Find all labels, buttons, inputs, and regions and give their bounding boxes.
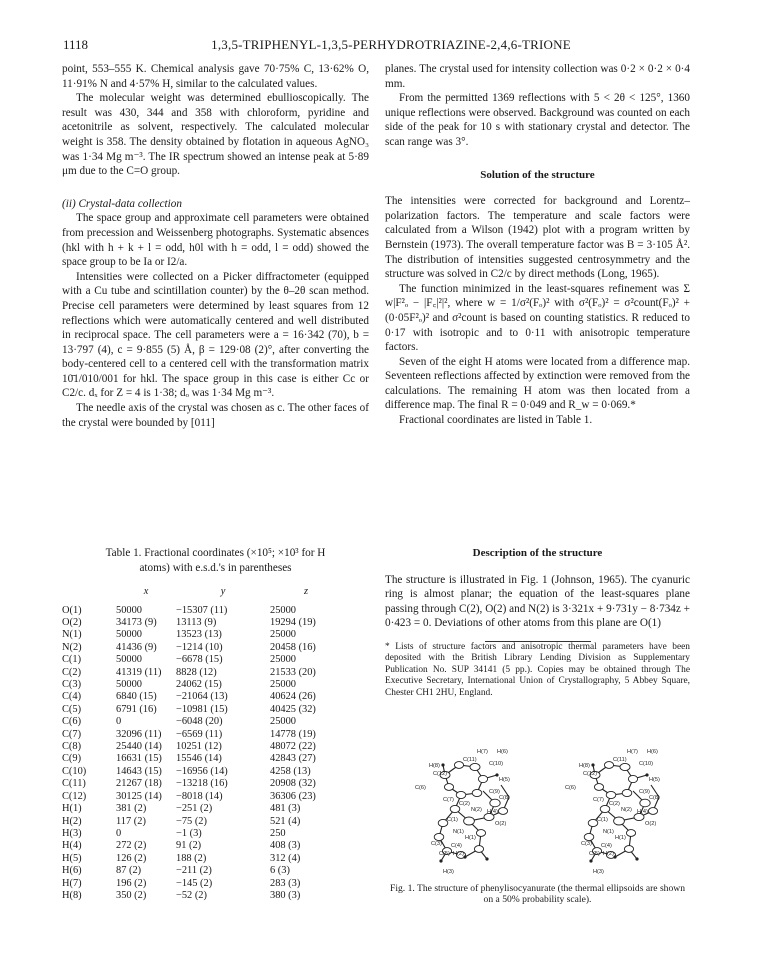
x-coordinate-cell: 16631 (15)	[116, 753, 162, 765]
atom-label: C(3)	[581, 841, 592, 847]
z-coordinate-cell: 25000	[270, 716, 296, 728]
z-coordinate-cell: 312 (4)	[270, 852, 301, 864]
subsection-heading: (ii) Crystal-data collection	[62, 197, 182, 210]
atom-label: C(6)	[565, 785, 576, 791]
z-coordinate-cell: 19294 (19)	[270, 617, 316, 628]
atom-label-cell: O(1)	[62, 604, 82, 616]
atom-label: C(9)	[489, 789, 500, 795]
column-header-x: x	[143, 586, 149, 598]
x-coordinate-cell: 50000	[116, 604, 142, 616]
z-coordinate-cell: 6 (3)	[270, 865, 290, 877]
atom-label-cell: H(1)	[62, 803, 82, 815]
atom-label: N(1)	[453, 829, 464, 835]
atom-label: O(2)	[645, 821, 657, 827]
column-header-z: z	[303, 586, 309, 598]
atom-label-cell: C(12)	[62, 790, 87, 802]
y-coordinate-cell: −251 (2)	[176, 803, 213, 815]
table-1-block	[62, 546, 369, 902]
x-coordinate-cell: 126 (2)	[116, 852, 147, 864]
atom-label: H(8)	[429, 763, 440, 769]
atom-label-cell: C(2)	[62, 666, 82, 678]
paragraph: planes. The crystal used for intensity collection was 0·2 × 0·2 × 0·4 mm.	[385, 63, 690, 90]
table-row	[62, 865, 342, 877]
x-coordinate-cell: 32096 (11)	[116, 728, 162, 740]
coordinates-table-body	[62, 605, 342, 903]
y-coordinate-cell: −10981 (15)	[176, 703, 228, 715]
table-row	[62, 828, 342, 840]
atom-label: C(2)	[609, 801, 620, 807]
atom-label-cell: N(1)	[62, 629, 82, 641]
atom-label: C(8)	[649, 795, 660, 801]
atom-label: C(8)	[499, 795, 510, 801]
y-coordinate-cell: −1 (3)	[176, 827, 202, 839]
x-coordinate-cell: 6840 (15)	[116, 691, 157, 703]
atom-label: C(4)	[601, 843, 612, 849]
paragraph: Intensities were collected on a Picker diffractometer (equipped with a Cu tube and scintillation counter) by the θ–2θ scan method. Precise cell parameters were determined by least squares from 12 reflections which were automatically centered and well distributed in reciprocal space. The cell parameters were a = 16·342 (70), b = 13·797 (4), c = 9·855 (5) Å, β = 129·08 (2)°, after converting the body-centered cell to a centered cell with the transformation matrix 10̄1/010/001 for hkl. The space group in this case is either Cc or C2/c. dₓ for Z = 4 is 1·38; dₒ was 1·34 Mg m⁻³.	[62, 270, 369, 400]
atom-label: H(1)	[465, 835, 476, 841]
x-coordinate-cell: 30125 (14)	[116, 790, 162, 802]
atom-label: H(1)	[615, 835, 626, 841]
atom-label: H(4)	[637, 809, 648, 815]
paragraph: The function minimized in the least-squares refinement was Σ w|F²ₒ − |F꜀|²|², where w = 1/σ²(Fₒ)² with σ²(Fₒ)² = σ²count(Fₒ)² + (0·05F²ₒ)² and σ²count is based on counting statistics. R reduced to 0·17 with isotropic and to 0·11 with anisotropic temperature factors.	[385, 282, 690, 354]
paragraph: Fractional coordinates are listed in Table 1.	[399, 414, 593, 427]
x-coordinate-cell: 196 (2)	[116, 877, 147, 889]
y-coordinate-cell: 91 (2)	[176, 840, 202, 852]
atom-label: C(11)	[613, 757, 627, 763]
y-coordinate-cell: 24062 (15)	[176, 679, 222, 691]
atom-label: H(3)	[443, 869, 454, 875]
z-coordinate-cell: 250	[270, 827, 286, 839]
atom-label-cell: H(7)	[62, 877, 82, 889]
z-coordinate-cell: 21533 (20)	[270, 666, 316, 678]
atom-label: C(10)	[639, 761, 653, 767]
atom-label-cell: H(8)	[62, 889, 82, 901]
atom-label: C(9)	[639, 789, 650, 795]
y-coordinate-cell: 8828 (12)	[176, 666, 217, 678]
atom-label-cell: C(4)	[62, 691, 82, 703]
x-coordinate-cell: 272 (2)	[116, 840, 147, 852]
y-coordinate-cell: 10251 (12)	[176, 741, 222, 753]
atom-label: C(5)	[439, 851, 450, 857]
atom-label-cell: C(8)	[62, 741, 82, 753]
atom-label: H(7)	[627, 749, 638, 755]
atom-label: C(12)	[433, 771, 447, 777]
atom-label: C(3)	[431, 841, 442, 847]
table-row	[62, 667, 342, 679]
atom-label: C(2)	[459, 801, 470, 807]
molecule-stereo-diagram	[385, 705, 690, 883]
atom-label-cell: H(4)	[62, 840, 82, 852]
y-coordinate-cell: 13113 (9)	[176, 617, 217, 628]
x-coordinate-cell: 87 (2)	[116, 865, 142, 877]
atom-label-cell: C(7)	[62, 728, 82, 740]
figure-caption: Fig. 1. The structure of phenylisocyanurate (the thermal ellipsoids are shown on a 50% probability scale).	[389, 883, 686, 906]
table-caption-line: atoms) with e.s.d.'s in parentheses	[139, 561, 292, 574]
table-row	[62, 878, 342, 890]
section-heading: Description of the structure	[472, 547, 603, 559]
y-coordinate-cell: −21064 (13)	[176, 691, 228, 703]
column-right-top	[385, 62, 690, 428]
y-coordinate-cell: −1214 (10)	[176, 641, 223, 653]
atom-label-cell: C(5)	[62, 703, 82, 715]
x-coordinate-cell: 50000	[116, 679, 142, 691]
z-coordinate-cell: 20908 (32)	[270, 778, 316, 790]
y-coordinate-cell: −6678 (15)	[176, 654, 223, 666]
y-coordinate-cell: −6569 (11)	[176, 728, 223, 740]
table-row	[62, 778, 342, 790]
table-row	[62, 642, 342, 654]
z-coordinate-cell: 25000	[270, 604, 296, 616]
x-coordinate-cell: 117 (2)	[116, 815, 146, 827]
atom-label: C(11)	[463, 757, 477, 763]
table-row	[62, 791, 342, 803]
atom-label: C(6)	[415, 785, 426, 791]
y-coordinate-cell: −211 (2)	[176, 865, 212, 877]
z-coordinate-cell: 20458 (16)	[270, 641, 316, 653]
z-coordinate-cell: 48072 (22)	[270, 741, 316, 753]
table-row	[62, 729, 342, 741]
z-coordinate-cell: 25000	[270, 679, 296, 691]
z-coordinate-cell: 40425 (32)	[270, 703, 316, 715]
z-coordinate-cell: 42843 (27)	[270, 753, 316, 765]
x-coordinate-cell: 381 (2)	[116, 803, 147, 815]
paragraph: point, 553–555 K. Chemical analysis gave 70·75% C, 13·62% O, 11·91% N and 4·57% H, similar to the calculated values.	[62, 63, 369, 90]
atom-label: N(2)	[621, 807, 632, 813]
table-row	[62, 840, 342, 852]
z-coordinate-cell: 36306 (23)	[270, 790, 316, 802]
atom-label: H(4)	[487, 809, 498, 815]
atom-label-cell: C(11)	[62, 778, 86, 790]
table-row	[62, 654, 342, 666]
z-coordinate-cell: 25000	[270, 629, 296, 641]
x-coordinate-cell: 14643 (15)	[116, 765, 162, 777]
atom-label: H(5)	[499, 777, 510, 783]
column-left-top	[62, 62, 369, 430]
y-coordinate-cell: 188 (2)	[176, 852, 207, 864]
x-coordinate-cell: 34173 (9)	[116, 617, 157, 628]
table-row	[62, 704, 342, 716]
footnote: * Lists of structure factors and anisotropic thermal parameters have been deposited with the British Library Lending Division as Supplementary Publication No. SUP 34141 (5 pp.). Copies may be obtained through The Executive Secretary, International Union of Crystallography, 5 Abbey Square, Chester CH1 2HU, England.	[385, 641, 690, 698]
z-coordinate-cell: 14778 (19)	[270, 728, 316, 740]
table-row	[62, 679, 342, 691]
atom-label: C(7)	[443, 797, 454, 803]
page-number: 1118	[63, 37, 89, 52]
atom-label-cell: H(5)	[62, 852, 82, 864]
z-coordinate-cell: 4258 (13)	[270, 765, 311, 777]
table-row	[62, 890, 342, 902]
z-coordinate-cell: 380 (3)	[270, 889, 301, 901]
atom-label-cell: H(3)	[62, 827, 82, 839]
atom-label-cell: N(2)	[62, 641, 82, 653]
coordinates-table	[62, 585, 342, 902]
atom-label: H(2)	[603, 851, 614, 857]
x-coordinate-cell: 0	[116, 716, 122, 728]
y-coordinate-cell: −13218 (16)	[176, 778, 228, 790]
paragraph: From the permitted 1369 reflections with 5 < 2θ < 125°, 1360 unique reflections were observed. Background was counted on each side of the peak for 10 s with stationary crystal and detector. The scan range was 3°.	[385, 92, 690, 148]
paragraph: Seven of the eight H atoms were located from a difference map. Seventeen reflections affected by extinction were removed from the calculations. The remaining H atom was then located from a difference map. The final R = 0·049 and R_w = 0·069.*	[385, 355, 690, 412]
atom-label: C(7)	[593, 797, 604, 803]
column-header-y: y	[220, 586, 226, 598]
atom-label: H(8)	[579, 763, 590, 769]
y-coordinate-cell: 13523 (13)	[176, 629, 222, 641]
table-row	[62, 766, 342, 778]
table-row	[62, 753, 342, 765]
atom-label-cell: O(2)	[62, 617, 82, 628]
y-coordinate-cell: −6048 (20)	[176, 716, 223, 728]
atom-label-cell: H(2)	[62, 815, 82, 827]
y-coordinate-cell: −75 (2)	[176, 815, 207, 827]
page-header	[38, 37, 744, 55]
column-right-bottom	[385, 546, 690, 906]
table-row	[62, 741, 342, 753]
atom-label: H(2)	[453, 851, 464, 857]
atom-label: C(4)	[451, 843, 462, 849]
atom-label-cell: C(1)	[62, 654, 82, 666]
table-row	[62, 605, 342, 617]
table-row	[62, 803, 342, 815]
y-coordinate-cell: −145 (2)	[176, 877, 213, 889]
z-coordinate-cell: 408 (3)	[270, 840, 301, 852]
y-coordinate-cell: −15307 (11)	[176, 604, 228, 616]
paragraph: The molecular weight was determined ebullioscopically. The result was 430, 344 and 358 with chloroform, pyridine and acetonitrile as solvent, respectively. The calculated molecular weight is 358. The density obtained by flotation in aqueous AgNO₃ was 1·34 Mg m⁻³. The IR spectrum showed an intense peak at 5·89 μm due to the C=O group.	[62, 92, 369, 178]
atom-label: H(5)	[649, 777, 660, 783]
x-coordinate-cell: 6791 (16)	[116, 703, 157, 715]
atom-label: H(6)	[647, 749, 658, 755]
atom-label-cell: H(6)	[62, 865, 82, 877]
x-coordinate-cell: 25440 (14)	[116, 741, 162, 753]
atom-label: H(3)	[593, 869, 604, 875]
x-coordinate-cell: 41319 (11)	[116, 666, 162, 678]
paragraph: The structure is illustrated in Fig. 1 (Johnson, 1965). The cyanuric ring is almost planar; the equation of the least-squares plane passing through C(2), O(2) and N(2) is 3·321x + 9·731y − 8·734z + 0·423 = 0. Deviations of other atoms from this plane are O(1)	[385, 573, 690, 630]
y-coordinate-cell: −8018 (14)	[176, 790, 223, 802]
figure-1	[385, 705, 690, 883]
x-coordinate-cell: 50000	[116, 629, 142, 641]
z-coordinate-cell: 481 (3)	[270, 803, 301, 815]
paragraph: The needle axis of the crystal was chosen as c. The other faces of the crystal were bounded by [011]	[62, 402, 369, 429]
atom-label-cell: C(3)	[62, 679, 82, 691]
table-caption-line: Table 1. Fractional coordinates (×10⁵; ×10³ for H	[105, 547, 326, 559]
x-coordinate-cell: 41436 (9)	[116, 641, 157, 653]
atom-label-cell: C(10)	[62, 765, 87, 777]
table-caption	[62, 546, 369, 575]
atom-label: H(6)	[497, 749, 508, 755]
table-row	[62, 853, 342, 865]
section-heading: Solution of the structure	[480, 168, 595, 181]
x-coordinate-cell: 350 (2)	[116, 889, 147, 901]
paragraph: The intensities were corrected for background and Lorentz–polarization factors. The temperature and scale factors were calculated from a Wilson (1942) plot with a program written by Bernstein (1973). The overall temperature factor was B = 3·105 Å². The distribution of intensities suggested centrosymmetry and the structure was solved in C2/c by direct methods (Long, 1965).	[385, 195, 690, 281]
table-row	[62, 691, 342, 703]
x-coordinate-cell: 0	[116, 827, 122, 839]
z-coordinate-cell: 521 (4)	[270, 815, 301, 827]
z-coordinate-cell: 40624 (26)	[270, 691, 316, 703]
atom-label: H(7)	[477, 749, 488, 755]
z-coordinate-cell: 25000	[270, 654, 296, 666]
table-row	[62, 716, 342, 728]
atom-label: N(1)	[603, 829, 614, 835]
atom-label: C(5)	[589, 851, 600, 857]
atom-label: N(2)	[471, 807, 482, 813]
x-coordinate-cell: 21267 (18)	[116, 778, 162, 790]
running-title: 1,3,5-TRIPHENYL-1,3,5-PERHYDROTRIAZINE-2,4,6-TRIONE	[211, 37, 571, 52]
atom-label: O(2)	[495, 821, 507, 827]
table-row	[62, 617, 342, 629]
y-coordinate-cell: −16956 (14)	[176, 765, 228, 777]
y-coordinate-cell: −52 (2)	[176, 889, 207, 901]
atom-label: C(1)	[447, 817, 458, 823]
z-coordinate-cell: 283 (3)	[270, 877, 301, 889]
table-row	[62, 629, 342, 641]
y-coordinate-cell: 15546 (14)	[176, 753, 222, 765]
atom-label: C(10)	[489, 761, 503, 767]
atom-label-cell: C(9)	[62, 753, 82, 765]
paragraph: The space group and approximate cell parameters were obtained from precession and Weissenberg photographs. Systematic absences (hkl with h + k + l = odd, h0l with h = odd, l = odd) showed the space group to be Ia or I2/a.	[62, 212, 369, 269]
atom-label: C(1)	[597, 817, 608, 823]
table-row	[62, 816, 342, 828]
atom-label-cell: C(6)	[62, 716, 82, 728]
x-coordinate-cell: 50000	[116, 654, 142, 666]
atom-label: C(12)	[583, 771, 597, 777]
